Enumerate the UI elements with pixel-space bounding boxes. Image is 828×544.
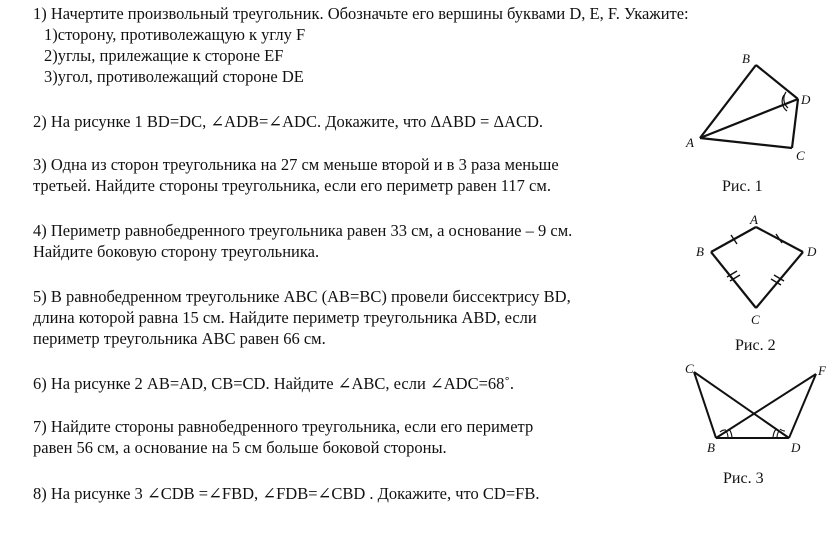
figure-3: [680, 362, 828, 462]
figure-2-caption: Рис. 2: [735, 337, 776, 354]
task3-line2: третьей. Найдите стороны треугольника, если его периметр равен 117 см.: [33, 176, 551, 195]
task2-text: 2) На рисунке 1 BD=DC, ∠ADB=∠ADC. Докажите, что ΔABD = ΔACD.: [33, 112, 544, 131]
fig1-label-D: D: [801, 92, 811, 107]
fig1-label-B: B: [742, 51, 750, 66]
figure-2-drawing: [688, 210, 828, 330]
fig3-label-F: F: [818, 363, 826, 378]
task6-text: 6) На рисунке 2 AB=AD, CB=CD. Найдите ∠ABC, если ∠ADC=68˚.: [33, 374, 515, 393]
fig3-label-C: C: [685, 362, 694, 376]
fig1-label-A: A: [686, 135, 694, 150]
fig3-label-D: D: [791, 440, 801, 455]
task1-text: 1) Начертите произвольный треугольник. Обозначьте его вершины буквами D, E, F. Укажите:: [33, 4, 689, 23]
fig3-label-B: B: [707, 440, 715, 455]
task5-line1: 5) В равнобедренном треугольнике ABC (AB=BC) провели биссектрису BD,: [33, 287, 571, 306]
task8-text: 8) На рисунке 3 ∠CDB =∠FBD, ∠FDB=∠CBD . Докажите, что CD=FB.: [33, 484, 540, 503]
task1-item-1: 1)сторону, противолежащую к углу F: [44, 25, 306, 44]
task7-line2: равен 56 см, а основание на 5 см больше боковой стороны.: [33, 438, 447, 457]
figure-1-drawing: [680, 50, 820, 180]
fig2-label-B: B: [696, 244, 704, 259]
fig2-label-A: A: [750, 212, 758, 227]
task4-line1: 4) Периметр равнобедренного треугольника равен 33 см, а основание – 9 см.: [33, 221, 573, 240]
figure-3-drawing: [680, 362, 828, 462]
fig2-label-C: C: [751, 312, 760, 327]
figure-1: [680, 50, 820, 180]
task1-item-3: 3)угол, противолежащий стороне DE: [44, 67, 304, 86]
fig2-label-D: D: [807, 244, 817, 259]
fig1-label-C: C: [796, 148, 805, 163]
task5-line3: периметр треугольника ABC равен 66 см.: [33, 329, 326, 348]
figure-3-caption: Рис. 3: [723, 470, 764, 487]
task4-line2: Найдите боковую сторону треугольника.: [33, 242, 320, 261]
task1-item-2: 2)углы, прилежащие к стороне EF: [44, 46, 284, 65]
task5-line2: длина которой равна 15 см. Найдите периметр треугольника ABD, если: [33, 308, 537, 327]
task7-line1: 7) Найдите стороны равнобедренного треугольника, если его периметр: [33, 417, 534, 436]
task3-line1: 3) Одна из сторон треугольника на 27 см меньше второй и в 3 раза меньше: [33, 155, 559, 174]
figure-2: [688, 210, 828, 330]
figure-1-caption: Рис. 1: [722, 178, 763, 195]
